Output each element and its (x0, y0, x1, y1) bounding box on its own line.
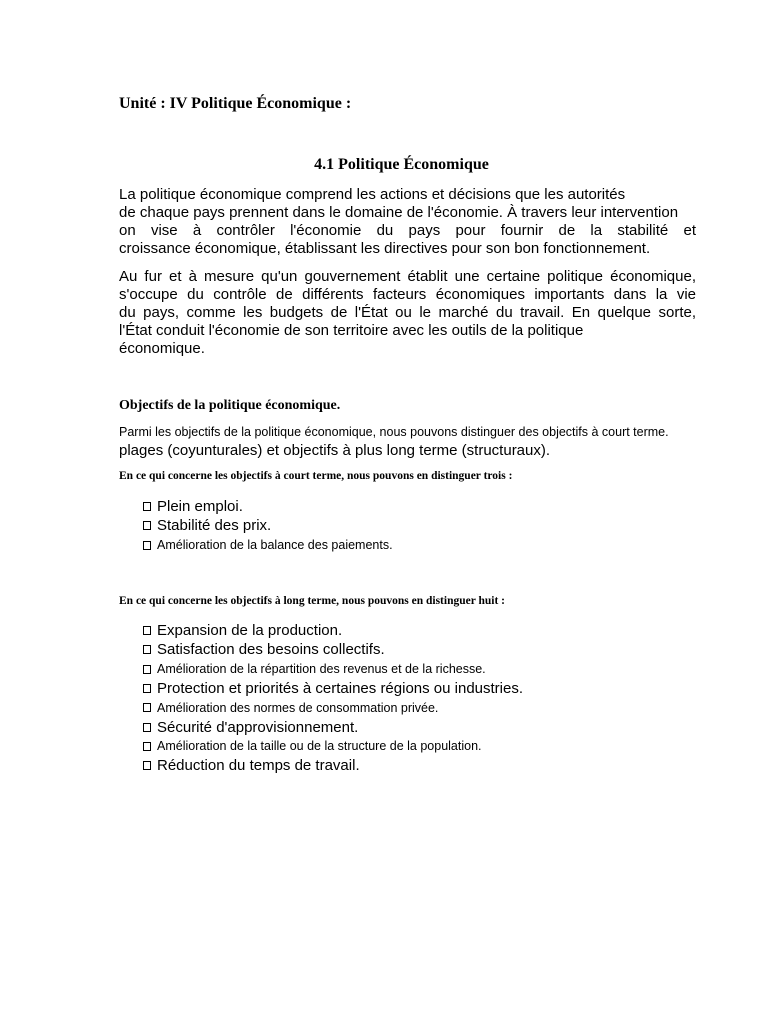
checkbox-square-icon (143, 502, 151, 511)
list-item (143, 660, 523, 679)
list-item (143, 679, 523, 698)
short-term-list (143, 497, 393, 555)
paragraph-1-line: on vise à contrôler l'économie du pays pour fournir de la stabilité et (119, 222, 696, 239)
objectives-intro-line-1: Parmi les objectifs de la politique économique, nous pouvons distinguer des objectifs à court terme. (119, 425, 669, 439)
list-item (143, 497, 393, 516)
unit-title: Unité : IV Politique Économique : (119, 95, 352, 112)
paragraph-1-line: croissance économique, établissant les directives pour son bon fonctionnement. (119, 240, 651, 257)
checkbox-square-icon (143, 645, 151, 654)
checkbox-square-icon (143, 626, 151, 635)
list-item-text: Plein emploi. (157, 498, 243, 516)
list-item-text: Amélioration de la balance des paiements. (157, 538, 393, 553)
paragraph-1 (119, 186, 696, 258)
checkbox-square-icon (143, 761, 151, 770)
list-item-text: Amélioration des normes de consommation privée. (157, 700, 439, 715)
objectives-intro-line-2: plages (coyunturales) et objectifs à plus long terme (structuraux). (119, 442, 551, 459)
checkbox-square-icon (143, 521, 151, 530)
checkbox-square-icon (143, 723, 151, 732)
list-item-text: Sécurité d'approvisionnement. (157, 718, 359, 736)
list-item (143, 737, 523, 756)
list-item-text: Amélioration de la répartition des revenus et de la richesse. (157, 662, 486, 677)
paragraph-2-line: économique. (119, 340, 205, 357)
list-item-text: Satisfaction des besoins collectifs. (157, 641, 385, 659)
list-item-text: Amélioration de la taille ou de la structure de la population. (157, 739, 482, 754)
list-item-text: Stabilité des prix. (157, 517, 272, 535)
checkbox-square-icon (143, 665, 151, 674)
paragraph-2-line: l'État conduit l'économie de son territoire avec les outils de la politique (119, 322, 584, 339)
long-term-list (143, 621, 523, 775)
list-item-text: Expansion de la production. (157, 622, 343, 640)
paragraph-1-line: La politique économique comprend les actions et décisions que les autorités (119, 186, 626, 203)
paragraph-2 (119, 268, 696, 358)
list-item (143, 640, 523, 659)
paragraph-2-line: Au fur et à mesure qu'un gouvernement établit une certaine politique économique, (119, 268, 696, 285)
checkbox-square-icon (143, 684, 151, 693)
list-item (143, 536, 393, 555)
list-item (143, 621, 523, 640)
short-term-heading: En ce qui concerne les objectifs à court terme, nous pouvons en distinguer trois : (119, 470, 513, 482)
paragraph-2-line: s'occupe du contrôle de différents facteurs économiques importants dans la vie (119, 286, 696, 303)
list-item-text: Protection et priorités à certaines régions ou industries. (157, 680, 524, 698)
list-item (143, 698, 523, 717)
checkbox-square-icon (143, 541, 151, 550)
list-item (143, 516, 393, 535)
objectives-heading: Objectifs de la politique économique. (119, 398, 341, 413)
checkbox-square-icon (143, 742, 151, 751)
paragraph-1-line: de chaque pays prennent dans le domaine de l'économie. À travers leur intervention (119, 204, 679, 221)
long-term-heading: En ce qui concerne les objectifs à long terme, nous pouvons en distinguer huit : (119, 595, 506, 607)
list-item-text: Réduction du temps de travail. (157, 757, 360, 775)
section-title: 4.1 Politique Économique (314, 156, 489, 173)
list-item (143, 756, 523, 775)
list-item (143, 717, 523, 736)
checkbox-square-icon (143, 703, 151, 712)
paragraph-2-line: du pays, comme les budgets de l'État ou le marché du travail. En quelque sorte, (119, 304, 696, 321)
